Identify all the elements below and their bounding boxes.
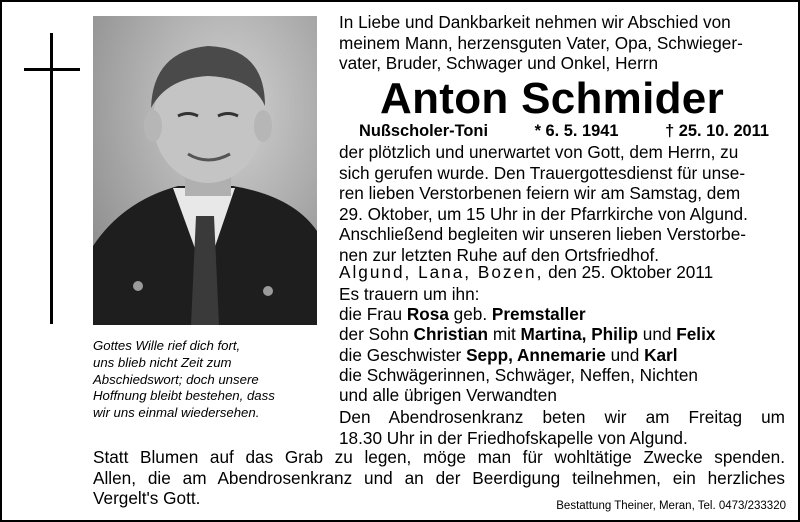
memorial-quote [93, 338, 323, 422]
death-date: † 25. 10. 2011 [665, 122, 769, 140]
quote-line: Gottes Wille rief dich fort, [93, 338, 241, 353]
siblings-prefix: die Geschwister [339, 344, 462, 365]
son-child: Felix [676, 324, 716, 345]
wife-mid: geb. [453, 304, 488, 325]
body-line: nen zur letzten Ruhe auf den Ortsfriedhof. [339, 244, 660, 265]
body-line: 29. Oktober, um 15 Uhr in der Pfarrkirche von Algund. [339, 203, 748, 224]
mourner-inlaws: die Schwägerinnen, Schwäger, Neffen, Nichten [339, 364, 698, 385]
son-prefix: der Sohn [339, 324, 409, 345]
body-line: sich gerufen wurde. Den Trauergottesdienst für unse- [339, 162, 746, 183]
wife-name: Rosa [406, 304, 449, 325]
funeral-home: Bestattung Theiner, Meran, Tel. 0473/233320 [556, 500, 786, 512]
son-mid: mit [492, 324, 516, 345]
rosary-line: 18.30 Uhr in der Friedhofskapelle von Algund. [339, 427, 688, 448]
intro-line: vater, Bruder, Schwager und Onkel, Herrn [339, 53, 659, 74]
mourners-heading: Es trauern um ihn: [339, 284, 480, 304]
son-family: Martina, Philip [520, 324, 638, 345]
son-and: und [642, 324, 672, 345]
service-announcement [339, 142, 785, 266]
portrait-illustration [93, 16, 317, 325]
sibling-last: Karl [644, 344, 678, 365]
quote-line: uns blieb nicht Zeit zum [93, 354, 232, 370]
cross-icon-bar [24, 68, 80, 71]
intro-line: meinem Mann, herzensguten Vater, Opa, Schwieger- [339, 32, 743, 53]
mourners-list [339, 284, 785, 405]
birth-date: * 6. 5. 1941 [534, 122, 619, 140]
rosary-announcement [339, 407, 785, 448]
body-line: der plötzlich und unerwartet von Gott, dem Herrn, zu [339, 142, 739, 162]
quote-line: Hoffnung bleibt bestehen, dass [93, 388, 275, 404]
closing-line: Statt Blumen auf das Grab zu legen, möge man für wohltätige Zwecke spenden. [93, 447, 785, 467]
cities: Algund, Lana, Bozen, [339, 262, 544, 282]
mourner-relatives: und alle übrigen Verwandten [339, 385, 557, 406]
intro-text [339, 12, 785, 74]
siblings-names: Sepp, Annemarie [466, 344, 606, 365]
intro-line: In Liebe und Dankbarkeit nehmen wir Abschied von [339, 12, 731, 32]
mourner-son [339, 324, 785, 344]
notice-date: den 25. Oktober 2011 [548, 262, 714, 282]
wife-prefix: die Frau [339, 304, 403, 325]
body-line: ren lieben Verstorbenen feiern wir am Samstag, dem [339, 183, 741, 204]
mourner-siblings [339, 345, 785, 365]
quote-line: wir uns einmal wiedersehen. [93, 405, 260, 421]
body-line: Anschließend begleiten wir unseren lieben Verstorbe- [339, 224, 747, 245]
cross-icon [50, 33, 53, 324]
closing-line: Allen, die am Abendrosenkranz und an der Beerdigung teilnehmen, ein herzliches [93, 467, 785, 488]
closing-line: Vergelt's Gott. [93, 488, 201, 509]
nickname: Nußscholer-Toni [359, 122, 488, 140]
place-and-date [339, 262, 785, 283]
life-dates [359, 120, 769, 142]
mourner-wife [339, 304, 785, 324]
rosary-line: Den Abendrosenkranz beten wir am Freitag um [339, 407, 785, 427]
deceased-name: Anton Schmider [380, 74, 724, 123]
quote-line: Abschiedswort; doch unsere [93, 371, 259, 387]
siblings-and: und [610, 344, 640, 365]
son-name: Christian [413, 324, 489, 345]
wife-maiden-name: Premstaller [491, 304, 586, 325]
portrait-photo [93, 16, 317, 325]
